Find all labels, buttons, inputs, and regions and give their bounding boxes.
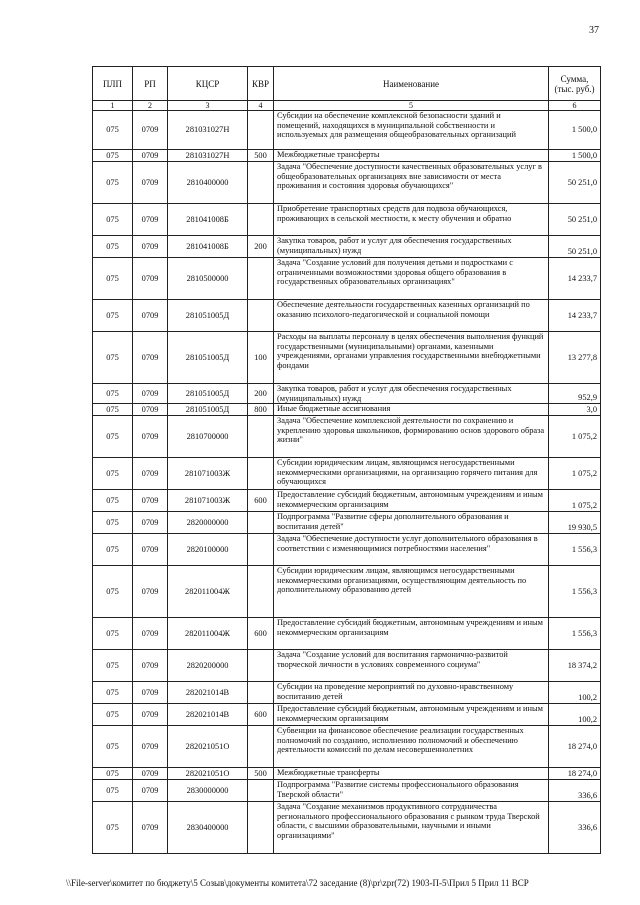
sum-cell: 18 374,2 <box>549 650 601 682</box>
sum-cell: 100,2 <box>549 682 601 704</box>
ppp-cell: 075 <box>93 384 133 404</box>
table-row <box>93 384 601 404</box>
table-row <box>93 150 601 162</box>
sum-cell: 18 274,0 <box>549 726 601 768</box>
name-cell: Подпрограмма "Развитие сферы дополнительного образования и воспитания детей" <box>274 512 549 534</box>
ppp-cell: 075 <box>93 204 133 236</box>
sum-cell: 1 075,2 <box>549 458 601 490</box>
table-row <box>93 768 601 780</box>
kcsr-cell: 282011004Ж <box>168 618 248 650</box>
ppp-cell: 075 <box>93 682 133 704</box>
rp-cell: 0709 <box>133 300 168 332</box>
name-cell: Закупка товаров, работ и услуг для обеспечения государственных (муниципальных) нужд <box>274 384 549 404</box>
ppp-cell: 075 <box>93 111 133 150</box>
sum-cell: 19 930,5 <box>549 512 601 534</box>
table-row <box>93 404 601 416</box>
rp-cell: 0709 <box>133 704 168 726</box>
table-header <box>93 67 601 111</box>
rp-cell: 0709 <box>133 512 168 534</box>
kcsr-cell: 281041008Б <box>168 204 248 236</box>
kcsr-cell: 2820200000 <box>168 650 248 682</box>
table-row <box>93 416 601 458</box>
rp-cell: 0709 <box>133 650 168 682</box>
budget-table <box>92 66 601 854</box>
name-cell: Межбюджетные трансферты <box>274 150 549 162</box>
column-number: 3 <box>168 101 248 111</box>
name-cell: Приобретение транспортных средств для подвоза обучающихся, проживающих в сельской местности, к месту обучения и обратно <box>274 204 549 236</box>
rp-cell: 0709 <box>133 204 168 236</box>
sum-cell: 1 556,3 <box>549 618 601 650</box>
table-row <box>93 802 601 854</box>
kvr-cell <box>248 204 274 236</box>
header-kcsr: КЦСР <box>168 67 248 101</box>
rp-cell: 0709 <box>133 618 168 650</box>
rp-cell: 0709 <box>133 458 168 490</box>
name-cell: Субвенции на финансовое обеспечение реализации государственных полномочий по созданию, исполнению полномочий и обеспечению деятельности комиссий по делам несовершеннолетних <box>274 726 549 768</box>
ppp-cell: 075 <box>93 162 133 204</box>
kvr-cell: 100 <box>248 332 274 384</box>
kcsr-cell: 2830400000 <box>168 802 248 854</box>
table-row <box>93 704 601 726</box>
kvr-cell <box>248 802 274 854</box>
ppp-cell: 075 <box>93 458 133 490</box>
ppp-cell: 075 <box>93 490 133 512</box>
kcsr-cell: 282021014В <box>168 704 248 726</box>
kcsr-cell: 281051005Д <box>168 404 248 416</box>
sum-cell: 1 556,3 <box>549 534 601 566</box>
kcsr-cell: 281031027Н <box>168 150 248 162</box>
table-row <box>93 162 601 204</box>
kcsr-cell: 282021014В <box>168 682 248 704</box>
name-cell: Закупка товаров, работ и услуг для обеспечения государственных (муниципальных) нужд <box>274 236 549 258</box>
header-sum: Сумма, (тыс. руб.) <box>549 67 601 101</box>
kvr-cell <box>248 300 274 332</box>
ppp-cell: 075 <box>93 704 133 726</box>
sum-cell: 50 251,0 <box>549 204 601 236</box>
sum-cell: 18 274,0 <box>549 768 601 780</box>
kvr-cell: 600 <box>248 618 274 650</box>
rp-cell: 0709 <box>133 162 168 204</box>
name-cell: Расходы на выплаты персоналу в целях обеспечения выполнения функций государственными (муниципальными) органами, казенными учреждениями, органами управления государственными внебюджетными фондами <box>274 332 549 384</box>
rp-cell: 0709 <box>133 258 168 300</box>
kvr-cell <box>248 111 274 150</box>
header-rp: РП <box>133 67 168 101</box>
kvr-cell <box>248 258 274 300</box>
ppp-cell: 075 <box>93 650 133 682</box>
table-body <box>93 111 601 854</box>
column-number: 1 <box>93 101 133 111</box>
header-name: Наименование <box>274 67 549 101</box>
rp-cell: 0709 <box>133 780 168 802</box>
ppp-cell: 075 <box>93 802 133 854</box>
sum-cell: 1 075,2 <box>549 416 601 458</box>
rp-cell: 0709 <box>133 726 168 768</box>
column-number: 2 <box>133 101 168 111</box>
table-row <box>93 650 601 682</box>
kvr-cell: 800 <box>248 404 274 416</box>
kcsr-cell: 2810400000 <box>168 162 248 204</box>
rp-cell: 0709 <box>133 682 168 704</box>
table-row <box>93 512 601 534</box>
header-row <box>93 67 601 101</box>
column-number: 6 <box>549 101 601 111</box>
kcsr-cell: 281041008Б <box>168 236 248 258</box>
header-ppp: ПЛП <box>93 67 133 101</box>
kcsr-cell: 281071003Ж <box>168 458 248 490</box>
sum-cell: 336,6 <box>549 780 601 802</box>
column-number: 4 <box>248 101 274 111</box>
rp-cell: 0709 <box>133 384 168 404</box>
name-cell: Задача "Обеспечение доступности услуг дополнительного образования в соответствии с изменяющимися потребностями населения" <box>274 534 549 566</box>
name-cell: Предоставление субсидий бюджетным, автономным учреждениям и иным некоммерческим организациям <box>274 618 549 650</box>
kvr-cell: 500 <box>248 768 274 780</box>
rp-cell: 0709 <box>133 490 168 512</box>
ppp-cell: 075 <box>93 404 133 416</box>
name-cell: Задача "Обеспечение комплексной деятельности по сохранению и укреплению здоровья школьников, формированию основ здорового образа жизни" <box>274 416 549 458</box>
kcsr-cell: 2810700000 <box>168 416 248 458</box>
rp-cell: 0709 <box>133 416 168 458</box>
sum-cell: 13 277,8 <box>549 332 601 384</box>
rp-cell: 0709 <box>133 768 168 780</box>
sum-cell: 1 500,0 <box>549 150 601 162</box>
kcsr-cell: 2820000000 <box>168 512 248 534</box>
sum-cell: 1 556,3 <box>549 566 601 618</box>
kvr-cell <box>248 566 274 618</box>
sum-cell: 100,2 <box>549 704 601 726</box>
kcsr-cell: 282011004Ж <box>168 566 248 618</box>
table-row <box>93 534 601 566</box>
sum-cell: 50 251,0 <box>549 162 601 204</box>
page-number: 37 <box>589 25 599 36</box>
kvr-cell: 600 <box>248 704 274 726</box>
ppp-cell: 075 <box>93 416 133 458</box>
table-row <box>93 726 601 768</box>
sum-cell: 50 251,0 <box>549 236 601 258</box>
table-row <box>93 566 601 618</box>
column-number: 5 <box>274 101 549 111</box>
name-cell: Обеспечение деятельности государственных казенных организаций по оказанию психолого-педагогической и социальной помощи <box>274 300 549 332</box>
table-row <box>93 332 601 384</box>
ppp-cell: 075 <box>93 566 133 618</box>
ppp-cell: 075 <box>93 618 133 650</box>
kvr-cell <box>248 780 274 802</box>
table-row <box>93 204 601 236</box>
kvr-cell: 500 <box>248 150 274 162</box>
kvr-cell <box>248 458 274 490</box>
sum-cell: 1 500,0 <box>549 111 601 150</box>
kcsr-cell: 281051005Д <box>168 384 248 404</box>
table-row <box>93 618 601 650</box>
rp-cell: 0709 <box>133 111 168 150</box>
sum-cell: 14 233,7 <box>549 300 601 332</box>
ppp-cell: 075 <box>93 534 133 566</box>
rp-cell: 0709 <box>133 566 168 618</box>
kvr-cell <box>248 682 274 704</box>
table-row <box>93 682 601 704</box>
kcsr-cell: 282021051О <box>168 768 248 780</box>
name-cell: Иные бюджетные ассигнования <box>274 404 549 416</box>
name-cell: Предоставление субсидий бюджетным, автономным учреждениям и иным некоммерческим организациям <box>274 490 549 512</box>
rp-cell: 0709 <box>133 802 168 854</box>
sum-cell: 952,9 <box>549 384 601 404</box>
ppp-cell: 075 <box>93 300 133 332</box>
header-kvr: КВР <box>248 67 274 101</box>
kcsr-cell: 281071003Ж <box>168 490 248 512</box>
table-row <box>93 258 601 300</box>
ppp-cell: 075 <box>93 236 133 258</box>
table-row <box>93 236 601 258</box>
kvr-cell: 200 <box>248 384 274 404</box>
ppp-cell: 075 <box>93 150 133 162</box>
table-row <box>93 111 601 150</box>
sum-cell: 14 233,7 <box>549 258 601 300</box>
table-row <box>93 300 601 332</box>
name-cell: Задача "Создание условий для получения детьми и подростками с ограниченными возможностями здоровья общего образования в государственных образовательных организациях" <box>274 258 549 300</box>
name-cell: Задача "Обеспечение доступности качественных образовательных услуг в общеобразовательных организациях вне зависимости от места проживания и состояния здоровья обучающихся" <box>274 162 549 204</box>
sum-cell: 336,6 <box>549 802 601 854</box>
name-cell: Подпрограмма "Развитие системы профессионального образования Тверской области" <box>274 780 549 802</box>
kvr-cell <box>248 416 274 458</box>
name-cell: Субсидии на проведение мероприятий по духовно-нравственному воспитанию детей <box>274 682 549 704</box>
kvr-cell: 200 <box>248 236 274 258</box>
kvr-cell <box>248 726 274 768</box>
table-row <box>93 458 601 490</box>
kcsr-cell: 281051005Д <box>168 332 248 384</box>
kcsr-cell: 281031027Н <box>168 111 248 150</box>
ppp-cell: 075 <box>93 780 133 802</box>
rp-cell: 0709 <box>133 236 168 258</box>
name-cell: Субсидии на обеспечение комплексной безопасности зданий и помещений, находящихся в муниципальной собственности и используемых для размещения общеобразовательных организаций <box>274 111 549 150</box>
kcsr-cell: 2820100000 <box>168 534 248 566</box>
rp-cell: 0709 <box>133 404 168 416</box>
name-cell: Задача "Создание механизмов продуктивного сотрудничества регионального профессионального образования с рынком труда Тверской области, с высшими образовательными, научными и иными организациями" <box>274 802 549 854</box>
name-cell: Субсидии юридическим лицам, являющимся негосударственными некоммерческими организациями, на организацию горячего питания для обучающихся <box>274 458 549 490</box>
ppp-cell: 075 <box>93 726 133 768</box>
name-cell: Субсидии юридическим лицам, являющимся негосударственными некоммерческими организациями, осуществляющим деятельность по дополнительному образованию детей <box>274 566 549 618</box>
kcsr-cell: 281051005Д <box>168 300 248 332</box>
ppp-cell: 075 <box>93 768 133 780</box>
name-cell: Задача "Создание условий для воспитания гармонично-развитой творческой личности в условиях современного социума" <box>274 650 549 682</box>
kvr-cell <box>248 650 274 682</box>
kvr-cell <box>248 512 274 534</box>
rp-cell: 0709 <box>133 332 168 384</box>
name-cell: Межбюджетные трансферты <box>274 768 549 780</box>
kvr-cell <box>248 162 274 204</box>
rp-cell: 0709 <box>133 150 168 162</box>
kvr-cell: 600 <box>248 490 274 512</box>
name-cell: Предоставление субсидий бюджетным, автономным учреждениям и иным некоммерческим организациям <box>274 704 549 726</box>
table-row <box>93 490 601 512</box>
kcsr-cell: 282021051О <box>168 726 248 768</box>
ppp-cell: 075 <box>93 258 133 300</box>
kvr-cell <box>248 534 274 566</box>
table-row <box>93 780 601 802</box>
budget-table-container <box>92 66 600 854</box>
sum-cell: 3,0 <box>549 404 601 416</box>
rp-cell: 0709 <box>133 534 168 566</box>
column-number-row <box>93 101 601 111</box>
ppp-cell: 075 <box>93 512 133 534</box>
file-path-footer: \\File-server\комитет по бюджету\5 Созыв\документы комитета\72 заседание (8)\pr\zpr(72) 1903-П-5\Прил 5 Прил 11 ВСР <box>66 878 529 888</box>
kcsr-cell: 2810500000 <box>168 258 248 300</box>
sum-cell: 1 075,2 <box>549 490 601 512</box>
ppp-cell: 075 <box>93 332 133 384</box>
kcsr-cell: 2830000000 <box>168 780 248 802</box>
